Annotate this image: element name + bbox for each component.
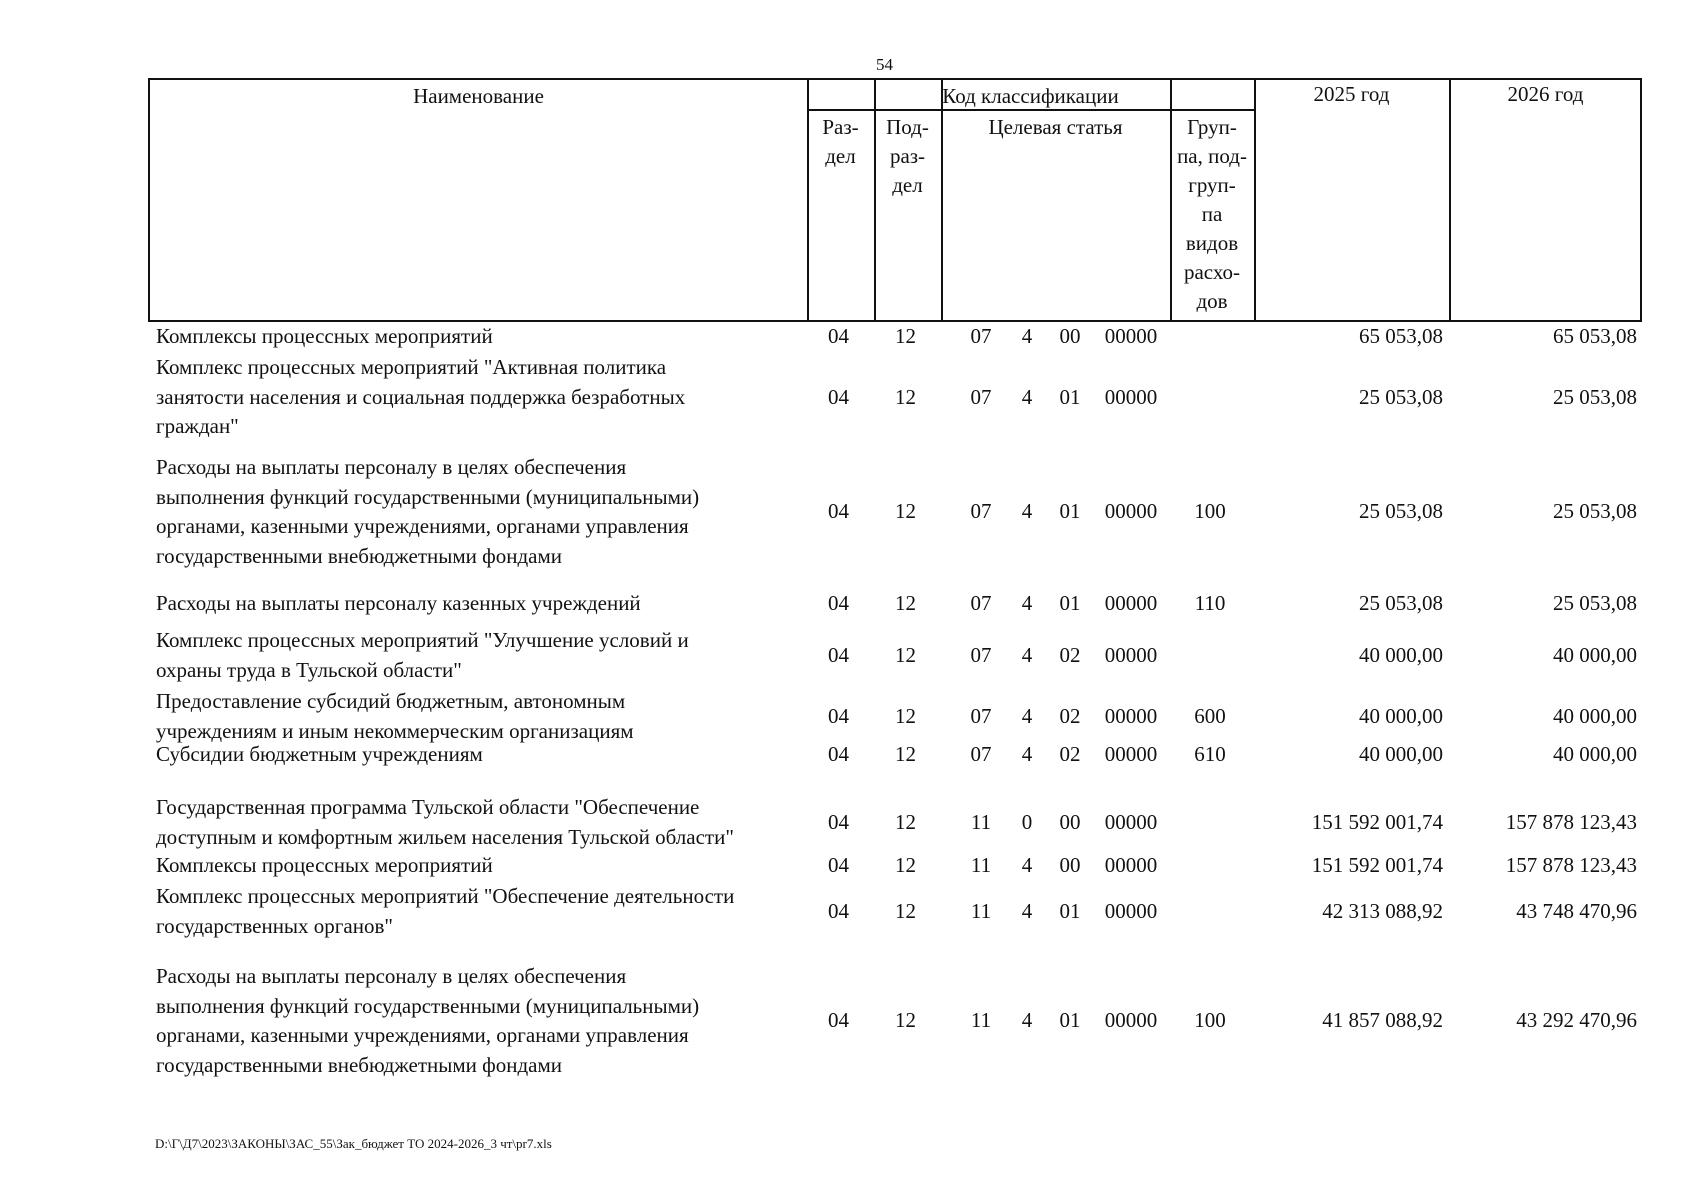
target-program-cell: 11 [970, 898, 992, 923]
target-type-cell: 4 [1021, 898, 1033, 923]
page-number: 54 [876, 55, 893, 74]
amount-2025-cell: 65 053,08 [1359, 324, 1443, 348]
amount-2026-cell: 40 000,00 [1553, 642, 1637, 667]
row-name: Расходы на выплаты персоналу казенных учреждений [156, 591, 641, 615]
razdel-cell: 04 [828, 742, 849, 766]
row-name: Комплекс процессных мероприятий "Улучшение условий и охраны труда в Тульской области" [156, 628, 689, 682]
header-code: Код классификации [942, 84, 1119, 108]
amount-2026-cell: 157 878 123,43 [1505, 809, 1637, 834]
target-direction-cell: 00000 [1104, 1008, 1158, 1033]
amount-2025-cell: 151 592 001,74 [1311, 853, 1443, 877]
table-row [148, 851, 1648, 881]
podrazdel-cell: 12 [895, 642, 916, 667]
target-direction-cell: 00000 [1104, 591, 1158, 615]
target-type-cell: 4 [1021, 499, 1033, 524]
razdel-cell: 04 [828, 499, 849, 524]
razdel-cell: 04 [828, 853, 849, 877]
table-row [148, 793, 1648, 852]
amount-2026-cell: 65 053,08 [1553, 324, 1637, 348]
podrazdel-cell: 12 [895, 591, 916, 615]
podrazdel-cell: 12 [895, 742, 916, 766]
target-complex-cell: 02 [1059, 703, 1081, 728]
podrazdel-cell: 12 [895, 703, 916, 728]
amount-2025-cell: 25 053,08 [1359, 499, 1443, 524]
group-cell: 100 [1194, 1008, 1226, 1033]
target-type-cell: 4 [1021, 642, 1033, 667]
header-2026: 2026 год [1507, 82, 1584, 106]
razdel-cell: 04 [828, 642, 849, 667]
amount-2026-cell: 25 053,08 [1553, 384, 1637, 409]
podrazdel-cell: 12 [895, 324, 916, 348]
razdel-cell: 04 [828, 809, 849, 834]
group-cell: 110 [1194, 591, 1226, 615]
target-direction-cell: 00000 [1104, 703, 1158, 728]
table-row [148, 740, 1648, 770]
amount-2025-cell: 41 857 088,92 [1322, 1008, 1443, 1033]
target-direction-cell: 00000 [1104, 499, 1158, 524]
amount-2025-cell: 40 000,00 [1359, 742, 1443, 766]
group-cell: 100 [1194, 499, 1226, 524]
table-row [148, 626, 1648, 685]
table-row [148, 687, 1648, 746]
target-program-cell: 07 [970, 499, 992, 524]
podrazdel-cell: 12 [895, 809, 916, 834]
target-complex-cell: 01 [1059, 384, 1081, 409]
amount-2026-cell: 43 292 470,96 [1516, 1008, 1637, 1033]
podrazdel-cell: 12 [895, 898, 916, 923]
target-program-cell: 07 [970, 703, 992, 728]
target-complex-cell: 01 [1059, 499, 1081, 524]
amount-2025-cell: 151 592 001,74 [1311, 809, 1443, 834]
target-type-cell: 4 [1021, 384, 1033, 409]
header-podrazdel: Под- раз- дел [886, 115, 929, 197]
amount-2025-cell: 25 053,08 [1359, 384, 1443, 409]
row-name: Расходы на выплаты персоналу в целях обеспечения выполнения функций государственными (муниципальными) органами, казенными учреждениями, органами управления государственными внебюджетными фондами [156, 455, 700, 568]
amount-2025-cell: 40 000,00 [1359, 642, 1443, 667]
target-complex-cell: 00 [1059, 853, 1081, 877]
amount-2026-cell: 25 053,08 [1553, 499, 1637, 524]
target-complex-cell: 02 [1059, 742, 1081, 766]
podrazdel-cell: 12 [895, 384, 916, 409]
razdel-cell: 04 [828, 898, 849, 923]
target-type-cell: 4 [1021, 324, 1033, 348]
header-group: Груп- па, под- груп- па видов расхо- дов [1177, 115, 1247, 313]
target-direction-cell: 00000 [1104, 324, 1158, 348]
target-program-cell: 07 [970, 642, 992, 667]
target-type-cell: 4 [1021, 742, 1033, 766]
group-cell: 610 [1194, 742, 1226, 766]
amount-2025-cell: 42 313 088,92 [1322, 898, 1443, 923]
row-name: Комплекс процессных мероприятий "Активная политика занятости населения и социальная поддержка безработных граждан" [156, 355, 686, 438]
amount-2026-cell: 25 053,08 [1553, 591, 1637, 615]
target-type-cell: 0 [1021, 809, 1033, 834]
podrazdel-cell: 12 [895, 499, 916, 524]
row-name: Комплекс процессных мероприятий "Обеспечение деятельности государственных органов" [156, 884, 735, 938]
file-path: D:\Г\Д7\2023\ЗАКОНЫ\ЗАС_55\Зак_бюджет ТО 2024-2026_3 чт\pr7.xls [155, 1136, 552, 1151]
header-2025: 2025 год [1313, 82, 1390, 106]
row-name: Субсидии бюджетным учреждениям [156, 742, 483, 766]
razdel-cell: 04 [828, 591, 849, 615]
target-direction-cell: 00000 [1104, 809, 1158, 834]
target-complex-cell: 01 [1059, 591, 1081, 615]
razdel-cell: 04 [828, 703, 849, 728]
amount-2026-cell: 157 878 123,43 [1505, 853, 1637, 877]
target-direction-cell: 00000 [1104, 742, 1158, 766]
podrazdel-cell: 12 [895, 853, 916, 877]
target-complex-cell: 00 [1059, 324, 1081, 348]
header-target: Целевая статья [988, 115, 1123, 139]
row-name: Комплексы процессных мероприятий [156, 853, 493, 877]
table-row [148, 962, 1648, 1080]
table-row [148, 353, 1648, 442]
podrazdel-cell: 12 [895, 1008, 916, 1033]
target-type-cell: 4 [1021, 1008, 1033, 1033]
amount-2026-cell: 40 000,00 [1553, 742, 1637, 766]
target-direction-cell: 00000 [1104, 642, 1158, 667]
amount-2026-cell: 43 748 470,96 [1516, 898, 1637, 923]
target-direction-cell: 00000 [1104, 853, 1158, 877]
row-name: Расходы на выплаты персоналу в целях обеспечения выполнения функций государственными (муниципальными) органами, казенными учреждениями, органами управления государственными внебюджетными фондами [156, 964, 700, 1077]
table-row [148, 322, 1648, 352]
table-row [148, 589, 1648, 619]
target-type-cell: 4 [1021, 703, 1033, 728]
target-complex-cell: 01 [1059, 1008, 1081, 1033]
row-name: Государственная программа Тульской области "Обеспечение доступным и комфортным жильем населения Тульской области" [156, 795, 734, 849]
amount-2025-cell: 25 053,08 [1359, 591, 1443, 615]
target-program-cell: 11 [970, 809, 992, 834]
target-program-cell: 07 [970, 742, 992, 766]
header-name: Наименование [413, 84, 544, 108]
target-complex-cell: 00 [1059, 809, 1081, 834]
target-type-cell: 4 [1021, 591, 1033, 615]
table-header [148, 78, 1642, 322]
target-program-cell: 07 [970, 591, 992, 615]
target-complex-cell: 01 [1059, 898, 1081, 923]
target-type-cell: 4 [1021, 853, 1033, 877]
target-direction-cell: 00000 [1104, 898, 1158, 923]
target-direction-cell: 00000 [1104, 384, 1158, 409]
target-program-cell: 07 [970, 384, 992, 409]
table-row [148, 882, 1648, 941]
razdel-cell: 04 [828, 1008, 849, 1033]
group-cell: 600 [1194, 703, 1226, 728]
target-program-cell: 07 [970, 324, 992, 348]
target-program-cell: 11 [970, 1008, 992, 1033]
header-razdel: Раз- дел [822, 115, 859, 168]
row-name: Предоставление субсидий бюджетным, автономным учреждениям и иным некоммерческим организациям [156, 689, 634, 743]
target-complex-cell: 02 [1059, 642, 1081, 667]
razdel-cell: 04 [828, 384, 849, 409]
amount-2025-cell: 40 000,00 [1359, 703, 1443, 728]
target-program-cell: 11 [970, 853, 992, 877]
amount-2026-cell: 40 000,00 [1553, 703, 1637, 728]
row-name: Комплексы процессных мероприятий [156, 324, 493, 348]
razdel-cell: 04 [828, 324, 849, 348]
table-row [148, 453, 1648, 571]
